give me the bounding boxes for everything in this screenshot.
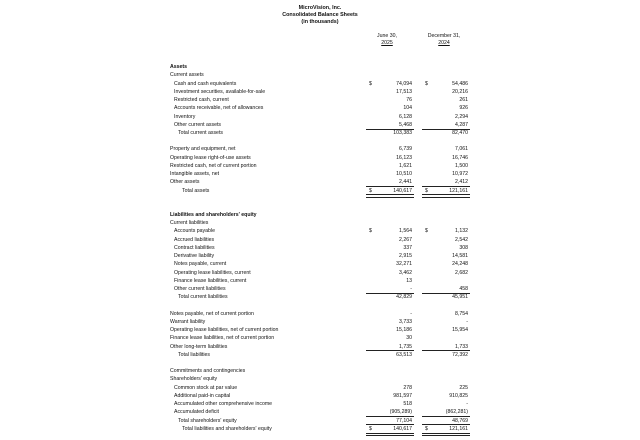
row-label: Contract liabilities (174, 244, 215, 251)
value-december-2024: 121,161 (449, 187, 468, 194)
table-row (0, 162, 640, 170)
table-row (0, 293, 640, 301)
currency-symbol: $ (425, 80, 428, 87)
table-row (0, 63, 640, 71)
value-june-2025: 77,104 (396, 417, 412, 424)
value-june-2025: 16,123 (396, 154, 412, 161)
table-row (0, 121, 640, 129)
row-label: Other assets (170, 179, 200, 186)
value-june-2025: 42,829 (396, 294, 412, 301)
value-december-2024: 121,161 (449, 425, 468, 432)
row-label: Restricted cash, current (174, 97, 229, 103)
value-june-2025: 1,621 (399, 162, 412, 169)
table-row (0, 252, 640, 260)
table-row (0, 260, 640, 268)
double-underline (366, 433, 414, 437)
row-label: Additional paid-in capital (174, 392, 231, 399)
row-label: Accounts payable (174, 228, 215, 235)
value-june-2025: 140,617 (393, 187, 412, 194)
row-label: Operating lease right-of-use assets (170, 154, 251, 161)
value-december-2024: 45,951 (452, 294, 468, 301)
row-label: Total current assets (178, 130, 223, 136)
currency-symbol: $ (425, 425, 428, 432)
table-row (0, 277, 640, 285)
row-label: Property and equipment, net (170, 146, 236, 153)
row-label: Accumulated other comprehensive income (174, 401, 273, 407)
value-december-2024: 4,287 (455, 121, 468, 128)
value-june-2025: (905,289) (389, 409, 412, 416)
value-december-2024: 10,972 (452, 171, 468, 177)
value-june-2025: 518 (403, 401, 412, 407)
value-december-2024: 72,392 (452, 351, 468, 358)
value-june-2025: 63,513 (396, 351, 412, 358)
table-row (0, 113, 640, 121)
value-june-2025: 32,271 (396, 261, 412, 268)
row-label: Current assets (170, 72, 204, 79)
row-label: Notes payable, net of current portion (170, 310, 254, 317)
value-december-2024: 1,733 (455, 343, 468, 350)
value-december-2024: 1,500 (455, 162, 468, 169)
value-june-2025: 3,733 (399, 318, 412, 325)
value-june-2025: 15,186 (396, 327, 412, 333)
table-row (0, 343, 640, 351)
table-row (0, 154, 640, 162)
row-label: Shareholders' equity (170, 376, 218, 383)
table-row (0, 129, 640, 137)
value-december-2024: 24,248 (452, 261, 468, 268)
table-row (0, 384, 640, 392)
row-label: Total liabilities (178, 351, 211, 358)
table-row (0, 392, 640, 400)
value-june-2025: 104 (403, 105, 412, 112)
value-december-2024: (862,281) (445, 409, 468, 416)
value-december-2024: 82,470 (452, 130, 468, 136)
table-row (0, 326, 640, 334)
value-june-2025: 337 (403, 244, 412, 251)
value-june-2025: 1,735 (399, 343, 412, 350)
row-label: Warrant liability (170, 318, 206, 325)
table-row (0, 408, 640, 416)
value-june-2025: 140,617 (393, 425, 412, 432)
table-row (0, 211, 640, 219)
value-june-2025: 2,267 (399, 236, 412, 243)
row-label: Notes payable, current (174, 261, 227, 268)
row-label: Operating lease liabilities, net of current portion (170, 327, 279, 333)
column-header-year: 2025 (381, 39, 393, 46)
table-row (0, 417, 640, 425)
value-december-2024: 910,825 (449, 392, 468, 399)
table-row (0, 227, 640, 235)
value-june-2025: 30 (406, 335, 412, 342)
table-row (0, 269, 640, 277)
table-row (0, 80, 640, 88)
row-label: Other long-term liabilities (170, 343, 228, 350)
currency-symbol: $ (425, 187, 428, 194)
value-december-2024: 1,132 (455, 228, 468, 235)
row-label: Current liabilities (170, 220, 209, 226)
value-june-2025: 6,128 (399, 113, 412, 120)
table-row (0, 187, 640, 195)
table-row (0, 285, 640, 293)
value-december-2024: 7,061 (455, 146, 468, 153)
value-december-2024: 2,412 (455, 179, 468, 186)
row-label: Total shareholders' equity (178, 417, 237, 424)
row-label: Other current liabilities (174, 286, 226, 292)
row-label: Assets (170, 64, 188, 70)
table-row (0, 178, 640, 186)
value-june-2025: 2,441 (399, 179, 412, 186)
value-june-2025: 17,513 (396, 88, 412, 95)
row-label: Other current assets (174, 121, 221, 128)
value-june-2025: 278 (403, 384, 412, 391)
row-label: Finance lease liabilities, net of current portion (170, 335, 275, 342)
table-row (0, 400, 640, 408)
table-row (0, 71, 640, 79)
statement-title: Consolidated Balance Sheets (282, 12, 358, 18)
row-label: Accumulated deficit (174, 409, 219, 416)
row-label: Total liabilities and shareholders' equity (182, 425, 272, 432)
table-row (0, 219, 640, 227)
double-underline (366, 194, 414, 198)
value-december-2024: 458 (459, 286, 468, 292)
value-december-2024: 926 (459, 105, 468, 112)
table-row (0, 310, 640, 318)
double-underline (422, 194, 470, 198)
row-label: Liabilities and shareholders' equity (170, 211, 257, 218)
value-december-2024: 2,682 (455, 269, 468, 276)
value-june-2025: 10,510 (396, 171, 412, 177)
table-row (0, 244, 640, 252)
table-row (0, 425, 640, 433)
value-december-2024: 15,954 (452, 327, 468, 333)
value-december-2024: 54,486 (452, 80, 468, 87)
row-label: Inventory (174, 113, 196, 120)
value-december-2024: 48,769 (452, 417, 468, 424)
column-header-year: 2024 (438, 39, 450, 46)
currency-symbol: $ (369, 228, 372, 235)
table-row (0, 334, 640, 342)
value-december-2024: 8,754 (455, 310, 468, 317)
units-note: (in thousands) (301, 19, 339, 25)
currency-symbol: $ (369, 80, 372, 87)
value-december-2024: 16,746 (452, 154, 468, 161)
value-december-2024: 20,216 (452, 88, 468, 95)
value-june-2025: 13 (406, 277, 412, 284)
value-december-2024: - (466, 318, 468, 325)
value-june-2025: 6,739 (399, 146, 412, 153)
value-december-2024: 14,581 (452, 253, 468, 259)
row-label: Finance lease liabilities, current (174, 277, 247, 284)
value-december-2024: 2,542 (455, 236, 468, 243)
row-label: Common stock at par value (174, 384, 238, 391)
value-june-2025: - (410, 310, 412, 317)
value-june-2025: 981,597 (393, 392, 412, 399)
currency-symbol: $ (369, 425, 372, 432)
value-june-2025: - (410, 286, 412, 292)
column-header-date: December 31, (427, 33, 461, 39)
value-december-2024: 225 (459, 384, 468, 391)
currency-symbol: $ (425, 228, 428, 235)
column-header-date: June 30, (377, 33, 397, 39)
value-december-2024: - (466, 401, 468, 407)
value-june-2025: 76 (406, 97, 412, 103)
value-december-2024: 2,294 (455, 113, 468, 120)
table-row (0, 170, 640, 178)
table-row (0, 375, 640, 383)
row-label: Investment securities, available-for-sale (174, 88, 266, 95)
value-june-2025: 3,462 (399, 269, 412, 276)
row-label: Accrued liabilities (174, 236, 215, 243)
value-june-2025: 2,915 (399, 253, 412, 259)
table-row (0, 318, 640, 326)
row-label: Commitments and contingencies (170, 368, 246, 374)
table-row (0, 96, 640, 104)
table-row (0, 351, 640, 359)
company-name: MicroVision, Inc. (298, 5, 342, 11)
table-row (0, 88, 640, 96)
value-june-2025: 1,564 (399, 228, 412, 235)
row-label: Cash and cash equivalents (174, 80, 237, 87)
value-june-2025: 103,383 (393, 130, 412, 136)
value-december-2024: 308 (459, 244, 468, 251)
currency-symbol: $ (369, 187, 372, 194)
value-june-2025: 74,094 (396, 80, 412, 87)
table-row (0, 367, 640, 375)
row-label: Total current liabilities (178, 294, 228, 301)
value-december-2024: 261 (459, 97, 468, 103)
value-june-2025: 5,468 (399, 121, 412, 128)
table-row (0, 145, 640, 153)
double-underline (422, 433, 470, 437)
row-label: Restricted cash, net of current portion (170, 162, 257, 169)
row-label: Derivative liability (174, 253, 215, 259)
row-label: Accounts receivable, net of allowances (174, 105, 264, 112)
row-label: Intangible assets, net (170, 171, 220, 177)
row-label: Total assets (182, 187, 210, 194)
table-row (0, 236, 640, 244)
table-row (0, 104, 640, 112)
row-label: Operating lease liabilities, current (174, 269, 251, 276)
